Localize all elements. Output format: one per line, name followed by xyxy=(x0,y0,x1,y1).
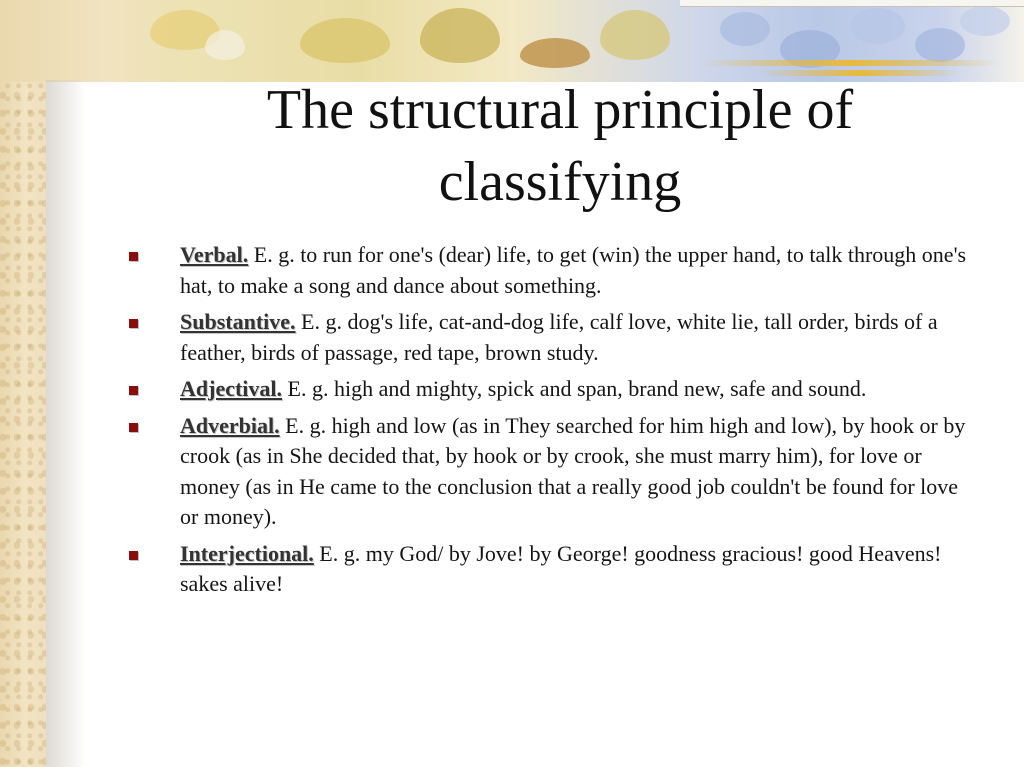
square-bullet-icon xyxy=(129,551,138,560)
square-bullet-icon xyxy=(129,423,138,432)
leaf-shape xyxy=(420,8,500,63)
item-text: E. g. dog's life, cat-and-dog life, calf love, white lie, tall order, birds of a feather, birds of passage, red tape, brown study. xyxy=(180,309,938,365)
stone-shape xyxy=(960,6,1010,36)
item-text: E. g. high and mighty, spick and span, brand new, safe and sound. xyxy=(282,376,867,401)
stone-shape xyxy=(850,8,905,44)
item-text: E. g. high and low (as in They searched for him high and low), by hook or by crook (as in She decided that, by hook or by crook, she must marry him), for love or money (as in He came to the conclusion that a really good job couldn't be found for love or money). xyxy=(180,412,966,529)
gold-streak xyxy=(700,60,1000,66)
leaf-shape xyxy=(300,18,390,63)
title-line-2: classifying xyxy=(438,151,682,213)
list-item xyxy=(126,374,976,405)
decorative-left-strip xyxy=(0,0,46,767)
category-term: Adjectival. xyxy=(180,376,283,401)
banner-frame xyxy=(680,0,1024,7)
category-term: Substantive. xyxy=(180,309,296,334)
list-item xyxy=(126,411,976,533)
list-item xyxy=(126,307,976,368)
flower-shape xyxy=(205,30,245,60)
square-bullet-icon xyxy=(129,319,138,328)
category-term: Verbal. xyxy=(180,242,249,267)
square-bullet-icon xyxy=(129,386,138,395)
category-term: Adverbial. xyxy=(180,412,280,438)
decorative-banner xyxy=(0,0,1024,82)
list-item xyxy=(126,539,976,600)
category-term: Interjectional. xyxy=(180,540,314,566)
slide-title xyxy=(60,74,1024,218)
leaf-shape xyxy=(600,10,670,60)
bullet-list xyxy=(126,240,976,606)
item-text: E. g. to run for one's (dear) life, to get (win) the upper hand, to talk through one's hat, to make a song and dance about something. xyxy=(180,242,967,298)
item-text: E. g. my God/ by Jove! by George! goodness gracious! good Heavens! sakes alive! xyxy=(180,540,942,596)
title-line-1: The structural principle of xyxy=(266,79,854,141)
bird-shape xyxy=(520,38,590,68)
stone-shape xyxy=(915,28,965,62)
list-item xyxy=(126,240,976,301)
square-bullet-icon xyxy=(129,252,138,261)
stone-shape xyxy=(720,12,770,46)
